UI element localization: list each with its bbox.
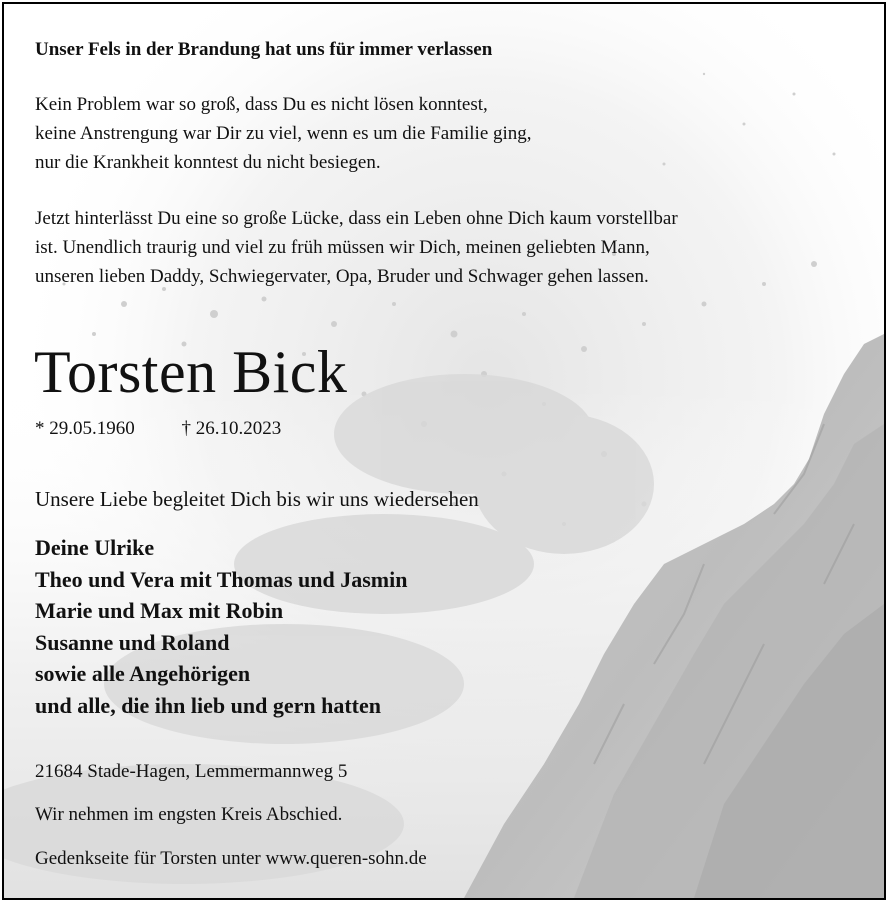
farewell-line: unseren lieben Daddy, Schwiegervater, Opa, Bruder und Schwager gehen lassen. [35, 266, 649, 287]
intro-line: Kein Problem war so groß, dass Du es nicht lösen konntest, [35, 94, 488, 115]
birth-date: * 29.05.1960 [35, 418, 135, 439]
farewell-line: ist. Unendlich traurig und viel zu früh müssen wir Dich, meinen geliebten Mann, [35, 237, 650, 258]
intro-paragraph [35, 90, 532, 177]
farewell-line: Jetzt hinterlässt Du eine so große Lücke, dass ein Leben ohne Dich kaum vorstellbar [35, 208, 678, 229]
farewell-paragraph [35, 204, 678, 291]
notice-text [4, 4, 884, 898]
mourner-entry: Theo und Vera mit Thomas und Jasmin [35, 566, 408, 592]
farewell-note: Wir nehmen im engsten Kreis Abschied. [35, 804, 343, 825]
mourner-entry: sowie alle Angehörigen [35, 661, 251, 686]
death-date: † 26.10.2023 [181, 418, 282, 439]
deceased-name: Torsten Bick [34, 339, 348, 405]
mourner-entry: Susanne und Roland [35, 629, 230, 655]
intro-line: keine Anstrengung war Dir zu viel, wenn es um die Familie ging, [35, 123, 532, 144]
mourners-list [35, 532, 408, 721]
mourner-entry: Deine Ulrike [35, 535, 155, 560]
mourner-entry: und alle, die ihn lieb und gern hatten [35, 692, 381, 718]
intro-line: nur die Krankheit konntest du nicht besiegen. [35, 152, 381, 173]
address: 21684 Stade-Hagen, Lemmermannweg 5 [35, 761, 348, 782]
mourner-entry: Marie und Max mit Robin [35, 598, 284, 623]
headline: Unser Fels in der Brandung hat uns für immer verlassen [35, 39, 493, 60]
love-line: Unsere Liebe begleitet Dich bis wir uns wiedersehen [35, 487, 479, 511]
obituary-notice [2, 2, 886, 900]
life-dates [35, 417, 281, 441]
memorial-page-note: Gedenkseite für Torsten unter www.queren-sohn.de [35, 848, 427, 869]
